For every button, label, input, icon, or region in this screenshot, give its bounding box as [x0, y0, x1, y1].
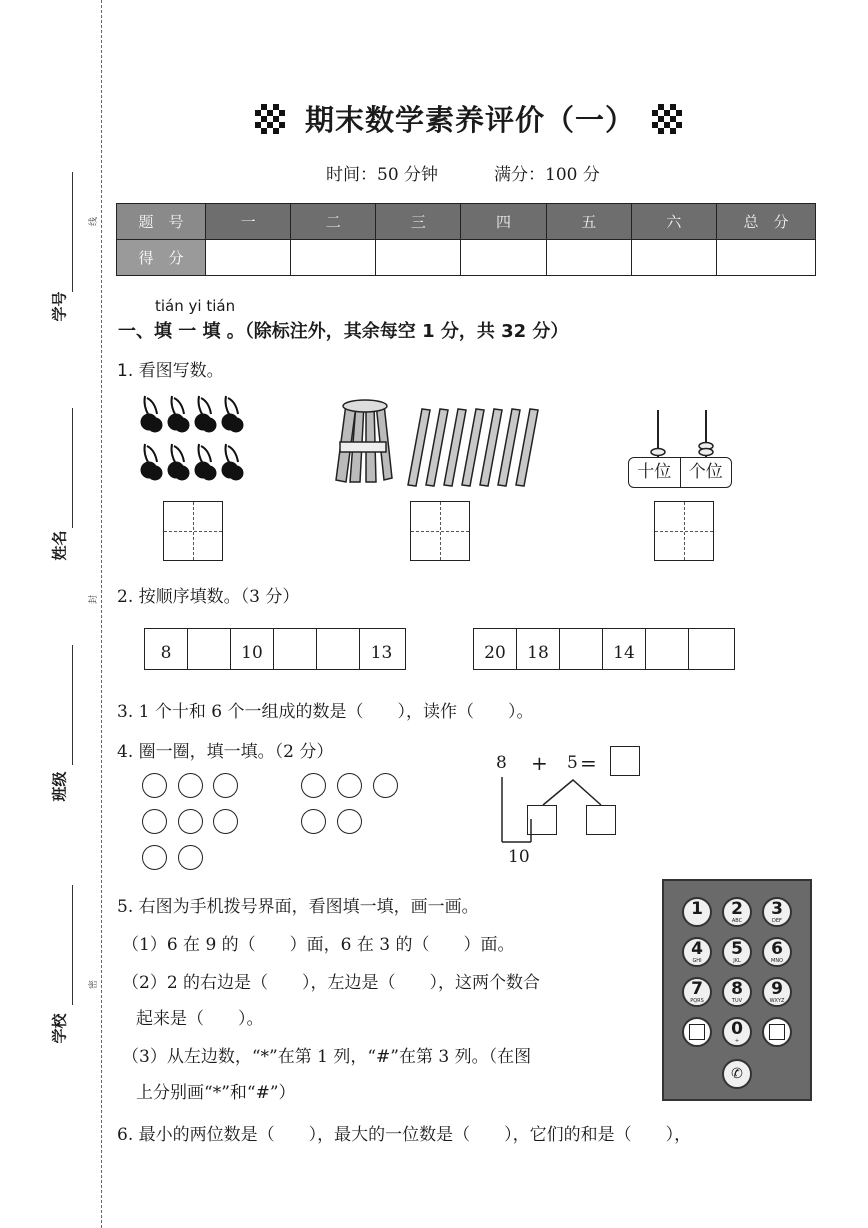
sequence-cell: 18: [517, 629, 560, 669]
keypad-key-9[interactable]: 9 WXYZ: [762, 977, 792, 1007]
circle-shape: [337, 773, 362, 798]
answer-box-cherries[interactable]: [163, 501, 223, 561]
score-table-header: 总 分: [717, 204, 816, 240]
circle-shape: [178, 845, 203, 870]
question-5-part-2-cont: 起来是（ ）。: [136, 1009, 264, 1029]
name-label: 姓名: [50, 530, 69, 561]
circle-shape: [142, 809, 167, 834]
circle-shape: [142, 773, 167, 798]
sequence-cell: 14: [603, 629, 646, 669]
full-score: 满分：100 分: [494, 165, 600, 185]
question-5-part-1: （1）6 在 9 的（ ）面，6 在 3 的（ ）面。: [122, 935, 515, 955]
score-table-header: 一: [206, 204, 291, 240]
sequence-blank[interactable]: [188, 629, 231, 669]
seal-mark-secret: 密: [89, 979, 100, 990]
score-cell[interactable]: [717, 240, 816, 276]
binding-dashed-line: [101, 0, 102, 1228]
score-cell[interactable]: [206, 240, 291, 276]
score-cell[interactable]: [546, 240, 631, 276]
page-title: 期末数学素养评价（一）: [305, 103, 636, 137]
keypad-key-0[interactable]: 0 +: [722, 1017, 752, 1047]
keypad-key-star-blank[interactable]: [682, 1017, 712, 1047]
question-5-part-3-cont: 上分别画“*”和“#”）: [136, 1083, 296, 1103]
sequence-blank[interactable]: [560, 629, 603, 669]
score-table-header: 二: [291, 204, 376, 240]
split-box-left[interactable]: [527, 805, 557, 835]
score-table-header: 四: [461, 204, 546, 240]
ones-place-label: 个位: [688, 462, 723, 482]
circle-shape: [178, 809, 203, 834]
question-5-part-2: （2）2 的右边是（ ），左边是（ ），这两个数合: [122, 973, 541, 993]
keypad-key-4[interactable]: 4 GHI: [682, 937, 712, 967]
exam-time: 时间：50 分钟: [326, 165, 439, 185]
score-table: [116, 203, 816, 276]
circle-shape: [337, 809, 362, 834]
circle-shape: [301, 809, 326, 834]
question-5-part-3: （3）从左边数，“*”在第 1 列，“#”在第 3 列。（在图: [122, 1047, 532, 1067]
circle-shape: [373, 773, 398, 798]
score-cell[interactable]: [461, 240, 546, 276]
equation-addend-a: 8: [496, 753, 507, 773]
phone-keypad: [662, 879, 812, 1101]
sequence-cell: 10: [231, 629, 274, 669]
stick-bundle-icon: [328, 398, 398, 486]
circle-shape: [213, 809, 238, 834]
sequence-cell: 13: [370, 643, 393, 663]
sequence-row-1: [144, 628, 406, 670]
circle-shape: [213, 773, 238, 798]
section-heading: 一、填 一 填 。（除标注外，其余每空 1 分，共 32 分）: [118, 321, 569, 342]
score-table-header: 三: [376, 204, 461, 240]
score-cell[interactable]: [291, 240, 376, 276]
score-table-header: 题 号: [117, 204, 206, 240]
abacus-place-labels: [628, 457, 732, 488]
circle-shape: [178, 773, 203, 798]
section-pinyin: tián yi tián: [155, 297, 236, 315]
seal-mark-seal: 封: [89, 594, 100, 605]
keypad-key-2[interactable]: 2 ABC: [722, 897, 752, 927]
equation-operator: +: [531, 751, 548, 775]
question-5: 5. 右图为手机拨号界面，看图填一填，画一画。: [117, 897, 479, 917]
answer-box-abacus[interactable]: [654, 501, 714, 561]
sequence-cell: 8: [145, 629, 188, 669]
score-cell[interactable]: [376, 240, 461, 276]
cherries-icon: [135, 392, 255, 490]
student-id-line: [72, 172, 73, 292]
answer-box-sticks[interactable]: [410, 501, 470, 561]
class-line: [72, 645, 73, 765]
score-cell[interactable]: [631, 240, 716, 276]
phone-call-icon[interactable]: ✆: [722, 1059, 752, 1089]
question-4: 4. 圈一圈，填一填。（2 分）: [117, 742, 334, 762]
seal-mark-line: 线: [89, 216, 100, 227]
split-box-right[interactable]: [586, 805, 616, 835]
single-sticks-icon: [404, 405, 549, 489]
equation-answer-box[interactable]: [610, 746, 640, 776]
make-ten-label: 10: [508, 847, 530, 867]
question-2: 2. 按顺序填数。（3 分）: [117, 587, 300, 607]
question-6: 6. 最小的两位数是（ ），最大的一位数是（ ），它们的和是（ ），: [117, 1125, 692, 1145]
score-table-header: 五: [546, 204, 631, 240]
abacus-rods-icon: [640, 408, 720, 458]
sequence-blank[interactable]: [317, 629, 360, 669]
keypad-key-hash-blank[interactable]: [762, 1017, 792, 1047]
sequence-cell: 20: [474, 629, 517, 669]
circle-shape: [142, 845, 167, 870]
question-3: 3. 1 个十和 6 个一组成的数是（ ），读作（ ）。: [117, 702, 534, 722]
sequence-blank[interactable]: [689, 629, 732, 669]
circle-shape: [301, 773, 326, 798]
keypad-key-6[interactable]: 6 MNO: [762, 937, 792, 967]
checker-decoration-right: [652, 104, 682, 134]
name-line: [72, 408, 73, 528]
keypad-key-3[interactable]: 3 DEF: [762, 897, 792, 927]
score-row-label: 得 分: [117, 240, 206, 276]
checker-decoration-left: [255, 104, 285, 134]
keypad-key-1[interactable]: 1: [682, 897, 712, 927]
question-1: 1. 看图写数。: [117, 361, 224, 381]
keypad-key-7[interactable]: 7 PQRS: [682, 977, 712, 1007]
equation-equals: =: [580, 751, 597, 775]
keypad-key-5[interactable]: 5 JKL: [722, 937, 752, 967]
school-label: 学校: [50, 1013, 69, 1044]
class-label: 班级: [50, 771, 69, 802]
sequence-row-2: [473, 628, 735, 670]
sequence-blank[interactable]: [274, 629, 317, 669]
keypad-key-8[interactable]: 8 TUV: [722, 977, 752, 1007]
school-line: [72, 885, 73, 1005]
score-table-header: 六: [631, 204, 716, 240]
tens-place-label: 十位: [629, 458, 681, 487]
sequence-blank[interactable]: [646, 629, 689, 669]
equation-addend-b: 5: [567, 753, 578, 773]
student-id-label: 学号: [50, 291, 69, 322]
